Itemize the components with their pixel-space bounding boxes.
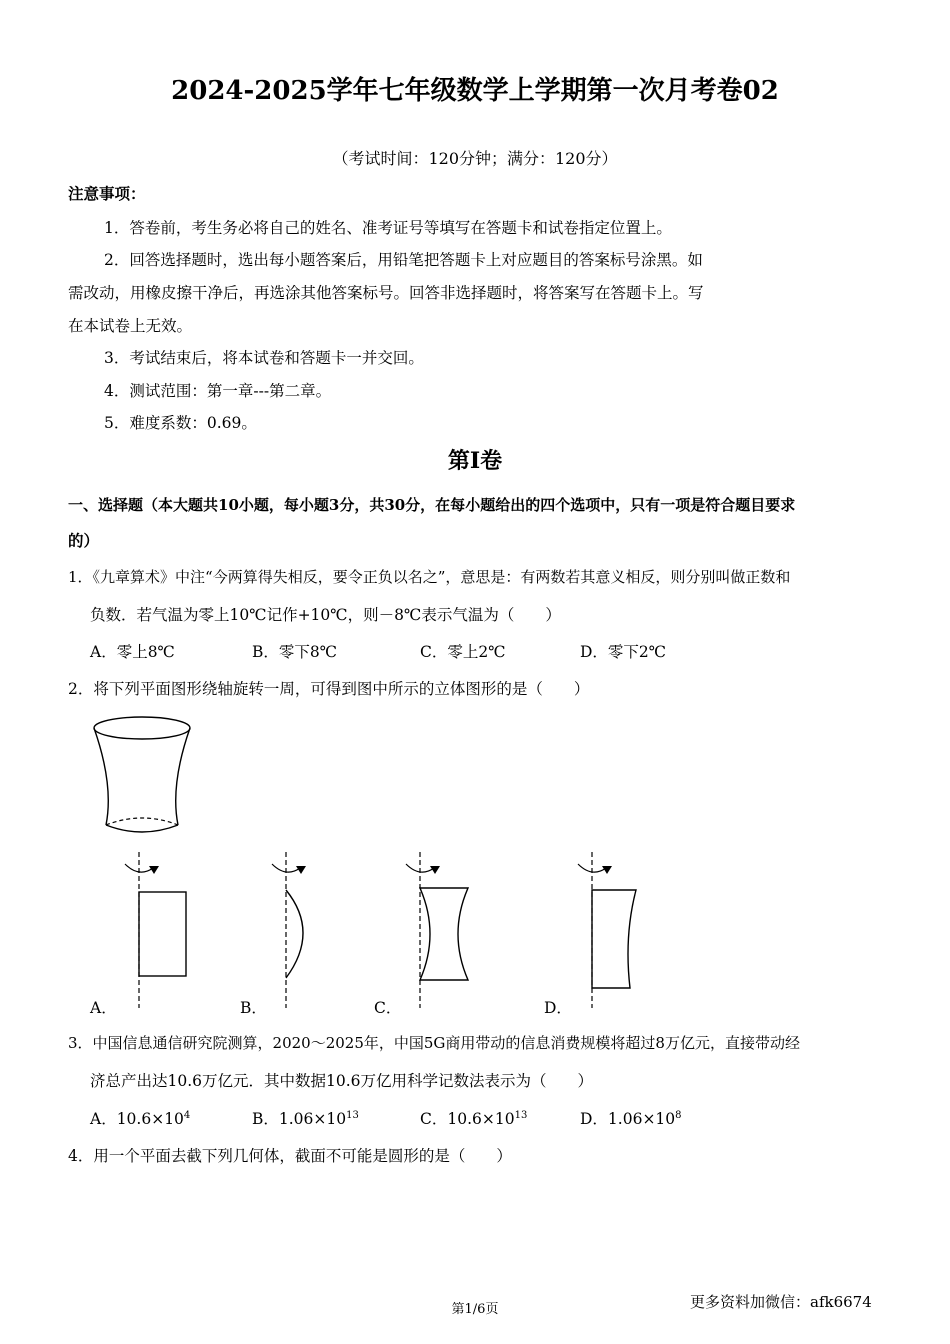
q2-option-a-figure	[115, 852, 195, 1012]
page-title: 2024-2025学年七年级数学上学期第一次月考卷02	[171, 76, 779, 106]
part-heading-cont: 的）	[68, 531, 100, 550]
q1-option-c: C．零上2℃	[420, 643, 506, 661]
q1-option-b: B．零下8℃	[252, 643, 338, 661]
notice-item: 4．测试范围：第一章---第二章。	[104, 382, 332, 400]
q3-stem: 3．中国信息通信研究院测算，2020～2025年，中国5G商用带动的信息消费规模将超过8万亿元，直接带动经	[68, 1034, 800, 1052]
q2-option-c-figure	[396, 852, 486, 1012]
part-heading: 一、选择题（本大题共10小题，每小题3分，共30分，在每小题给出的四个选项中，只有一项是符合题目要求	[68, 496, 796, 514]
q2-stem: 2．将下列平面图形绕轴旋转一周，可得到图中所示的立体图形的是（ ）	[68, 680, 590, 698]
q1-stem: 1．《九章算术》中注“今两算得失相反，要令正负以名之”，意思是：有两数若其意义相反，则分别叫做正数和	[68, 568, 791, 586]
q2-option-b-figure	[262, 852, 342, 1012]
q2-label-b: B．	[240, 999, 267, 1017]
notice-item: 5．难度系数：0.69。	[104, 414, 257, 432]
q1-stem-cont: 负数．若气温为零上10℃记作+10℃，则－8℃表示气温为（ ）	[90, 606, 561, 624]
q3-option-d: D．$1.06\times 10^8$	[580, 1109, 682, 1128]
q3-option-c: C．$10.6\times 10^{13}$	[420, 1109, 528, 1128]
exam-info: （考试时间：120分钟；满分：120分）	[332, 149, 618, 168]
q3-option-a: A．$10.6\times 10^4$	[90, 1109, 191, 1128]
q2-label-a: A．	[90, 999, 117, 1017]
q1-option-d: D．零下2℃	[580, 643, 667, 661]
q3-stem-cont: 济总产出达10.6万亿元．其中数据10.6万亿用科学记数法表示为（ ）	[90, 1072, 594, 1090]
q2-label-d: D．	[544, 999, 572, 1017]
q4-stem: 4．用一个平面去截下列几何体，截面不可能是圆形的是（ ）	[68, 1147, 512, 1165]
q3-option-b: B．$1.06\times 10^{13}$	[252, 1109, 359, 1128]
notice-heading: 注意事项：	[68, 184, 146, 203]
section-title: 第Ⅰ卷	[447, 448, 503, 474]
q1-option-a: A．零上8℃	[90, 643, 175, 661]
q2-label-c: C．	[374, 999, 402, 1017]
notice-item: 3．考试结束后，将本试卷和答题卡一并交回。	[104, 349, 424, 367]
notice-item: 2．回答选择题时，选出每小题答案后，用铅笔把答题卡上对应题目的答案标号涂黑。如	[104, 251, 703, 269]
page-number: 第1/6页	[451, 1302, 499, 1317]
q2-solid-figure	[90, 715, 200, 840]
q2-option-d-figure	[568, 852, 648, 1012]
notice-item: 在本试卷上无效。	[68, 317, 193, 335]
footer-contact: 更多资料加微信：afk6674	[690, 1293, 872, 1311]
notice-item: 需改动，用橡皮擦干净后，再选涂其他答案标号。回答非选择题时，将答案写在答题卡上。写	[68, 284, 704, 302]
notice-item: 1．答卷前，考生务必将自己的姓名、准考证号等填写在答题卡和试卷指定位置上。	[104, 219, 672, 237]
